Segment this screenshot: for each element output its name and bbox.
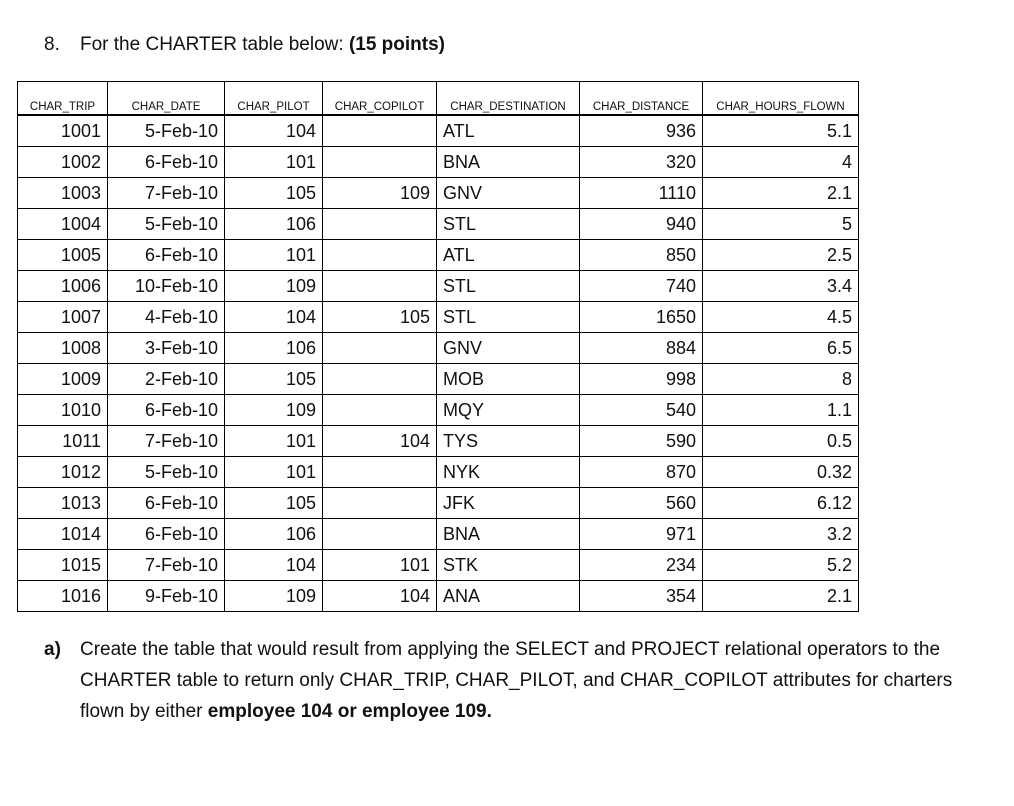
col-header-char-date: CHAR_DATE [108, 82, 225, 116]
cell-char-copilot [323, 115, 437, 147]
table-row [18, 457, 859, 488]
cell-char-trip: 1005 [18, 240, 108, 271]
col-header-char-pilot: CHAR_PILOT [225, 82, 323, 116]
cell-char-pilot: 109 [225, 271, 323, 302]
col-header-char-distance: CHAR_DISTANCE [580, 82, 703, 116]
cell-char-hours-flown: 2.1 [703, 178, 859, 209]
cell-char-date: 6-Feb-10 [108, 519, 225, 550]
table-row [18, 147, 859, 178]
cell-char-copilot: 101 [323, 550, 437, 581]
table-row [18, 302, 859, 333]
cell-char-distance: 1110 [580, 178, 703, 209]
cell-char-pilot: 104 [225, 302, 323, 333]
cell-char-copilot [323, 519, 437, 550]
cell-char-destination: GNV [437, 178, 580, 209]
table-row [18, 395, 859, 426]
cell-char-date: 6-Feb-10 [108, 240, 225, 271]
cell-char-destination: STL [437, 302, 580, 333]
cell-char-date: 5-Feb-10 [108, 115, 225, 147]
cell-char-trip: 1011 [18, 426, 108, 457]
cell-char-date: 7-Feb-10 [108, 426, 225, 457]
cell-char-destination: GNV [437, 333, 580, 364]
cell-char-date: 7-Feb-10 [108, 550, 225, 581]
cell-char-distance: 320 [580, 147, 703, 178]
cell-char-destination: BNA [437, 147, 580, 178]
cell-char-destination: STL [437, 209, 580, 240]
cell-char-destination: JFK [437, 488, 580, 519]
cell-char-pilot: 104 [225, 550, 323, 581]
cell-char-copilot: 109 [323, 178, 437, 209]
cell-char-hours-flown: 2.5 [703, 240, 859, 271]
table-header-row [18, 82, 859, 116]
cell-char-pilot: 105 [225, 364, 323, 395]
cell-char-distance: 940 [580, 209, 703, 240]
cell-char-copilot [323, 333, 437, 364]
cell-char-trip: 1001 [18, 115, 108, 147]
cell-char-pilot: 105 [225, 178, 323, 209]
cell-char-trip: 1006 [18, 271, 108, 302]
cell-char-trip: 1010 [18, 395, 108, 426]
col-header-char-hours-flown: CHAR_HOURS_FLOWN [703, 82, 859, 116]
table-row [18, 240, 859, 271]
part-a-text: Create the table that would result from applying the SELECT and PROJECT relational operators to the CHARTER table to return only CHAR_TRIP, CHAR_PILOT, and CHAR_COPILOT attributes for charters flown by either [80, 639, 953, 722]
table-row [18, 550, 859, 581]
cell-char-destination: MQY [437, 395, 580, 426]
cell-char-hours-flown: 0.32 [703, 457, 859, 488]
cell-char-hours-flown: 0.5 [703, 426, 859, 457]
cell-char-date: 2-Feb-10 [108, 364, 225, 395]
cell-char-destination: STK [437, 550, 580, 581]
cell-char-hours-flown: 3.2 [703, 519, 859, 550]
cell-char-distance: 936 [580, 115, 703, 147]
cell-char-copilot [323, 147, 437, 178]
part-a-text-block [80, 634, 960, 727]
table-row [18, 519, 859, 550]
cell-char-trip: 1013 [18, 488, 108, 519]
cell-char-pilot: 106 [225, 333, 323, 364]
cell-char-destination: ATL [437, 115, 580, 147]
cell-char-copilot: 104 [323, 581, 437, 612]
cell-char-destination: NYK [437, 457, 580, 488]
cell-char-destination: TYS [437, 426, 580, 457]
cell-char-distance: 560 [580, 488, 703, 519]
cell-char-hours-flown: 1.1 [703, 395, 859, 426]
table-row [18, 115, 859, 147]
cell-char-hours-flown: 4 [703, 147, 859, 178]
cell-char-pilot: 104 [225, 115, 323, 147]
table-row [18, 271, 859, 302]
question-heading [44, 33, 445, 57]
part-a-bold-text: employee 104 or employee 109. [207, 701, 492, 722]
cell-char-distance: 850 [580, 240, 703, 271]
cell-char-date: 3-Feb-10 [108, 333, 225, 364]
cell-char-distance: 540 [580, 395, 703, 426]
cell-char-date: 4-Feb-10 [108, 302, 225, 333]
cell-char-trip: 1009 [18, 364, 108, 395]
cell-char-pilot: 101 [225, 457, 323, 488]
cell-char-destination: BNA [437, 519, 580, 550]
cell-char-trip: 1007 [18, 302, 108, 333]
cell-char-trip: 1014 [18, 519, 108, 550]
cell-char-hours-flown: 6.5 [703, 333, 859, 364]
cell-char-distance: 1650 [580, 302, 703, 333]
cell-char-trip: 1015 [18, 550, 108, 581]
cell-char-date: 6-Feb-10 [108, 488, 225, 519]
cell-char-destination: STL [437, 271, 580, 302]
cell-char-distance: 740 [580, 271, 703, 302]
cell-char-date: 6-Feb-10 [108, 395, 225, 426]
cell-char-pilot: 101 [225, 240, 323, 271]
cell-char-pilot: 109 [225, 581, 323, 612]
table-row [18, 178, 859, 209]
part-a-label: a) [44, 639, 61, 660]
table-row [18, 209, 859, 240]
cell-char-trip: 1002 [18, 147, 108, 178]
cell-char-hours-flown: 5.2 [703, 550, 859, 581]
cell-char-copilot: 105 [323, 302, 437, 333]
cell-char-trip: 1004 [18, 209, 108, 240]
cell-char-date: 9-Feb-10 [108, 581, 225, 612]
table-row [18, 426, 859, 457]
cell-char-trip: 1012 [18, 457, 108, 488]
cell-char-destination: ANA [437, 581, 580, 612]
cell-char-hours-flown: 3.4 [703, 271, 859, 302]
cell-char-hours-flown: 5.1 [703, 115, 859, 147]
cell-char-pilot: 105 [225, 488, 323, 519]
cell-char-distance: 884 [580, 333, 703, 364]
cell-char-distance: 971 [580, 519, 703, 550]
cell-char-date: 5-Feb-10 [108, 209, 225, 240]
cell-char-pilot: 106 [225, 209, 323, 240]
cell-char-date: 5-Feb-10 [108, 457, 225, 488]
cell-char-trip: 1008 [18, 333, 108, 364]
cell-char-pilot: 106 [225, 519, 323, 550]
cell-char-date: 6-Feb-10 [108, 147, 225, 178]
table-row [18, 333, 859, 364]
cell-char-hours-flown: 5 [703, 209, 859, 240]
cell-char-copilot: 104 [323, 426, 437, 457]
question-text: For the CHARTER table below: [80, 34, 349, 55]
cell-char-copilot [323, 209, 437, 240]
cell-char-trip: 1003 [18, 178, 108, 209]
question-number: 8. [44, 34, 60, 55]
cell-char-hours-flown: 6.12 [703, 488, 859, 519]
cell-char-pilot: 101 [225, 147, 323, 178]
cell-char-copilot [323, 364, 437, 395]
cell-char-distance: 590 [580, 426, 703, 457]
col-header-char-copilot: CHAR_COPILOT [323, 82, 437, 116]
cell-char-trip: 1016 [18, 581, 108, 612]
cell-char-copilot [323, 240, 437, 271]
cell-char-copilot [323, 271, 437, 302]
cell-char-copilot [323, 457, 437, 488]
cell-char-date: 7-Feb-10 [108, 178, 225, 209]
cell-char-hours-flown: 4.5 [703, 302, 859, 333]
cell-char-hours-flown: 8 [703, 364, 859, 395]
cell-char-date: 10-Feb-10 [108, 271, 225, 302]
cell-char-distance: 354 [580, 581, 703, 612]
question-points: (15 points) [348, 34, 445, 55]
cell-char-distance: 870 [580, 457, 703, 488]
cell-char-destination: ATL [437, 240, 580, 271]
col-header-char-destination: CHAR_DESTINATION [437, 82, 580, 116]
cell-char-distance: 998 [580, 364, 703, 395]
col-header-char-trip: CHAR_TRIP [18, 82, 108, 116]
table-row [18, 581, 859, 612]
cell-char-hours-flown: 2.1 [703, 581, 859, 612]
cell-char-distance: 234 [580, 550, 703, 581]
table-row [18, 364, 859, 395]
cell-char-copilot [323, 395, 437, 426]
cell-char-pilot: 109 [225, 395, 323, 426]
cell-char-pilot: 101 [225, 426, 323, 457]
cell-char-copilot [323, 488, 437, 519]
charter-table [17, 81, 859, 612]
table-row [18, 488, 859, 519]
cell-char-destination: MOB [437, 364, 580, 395]
